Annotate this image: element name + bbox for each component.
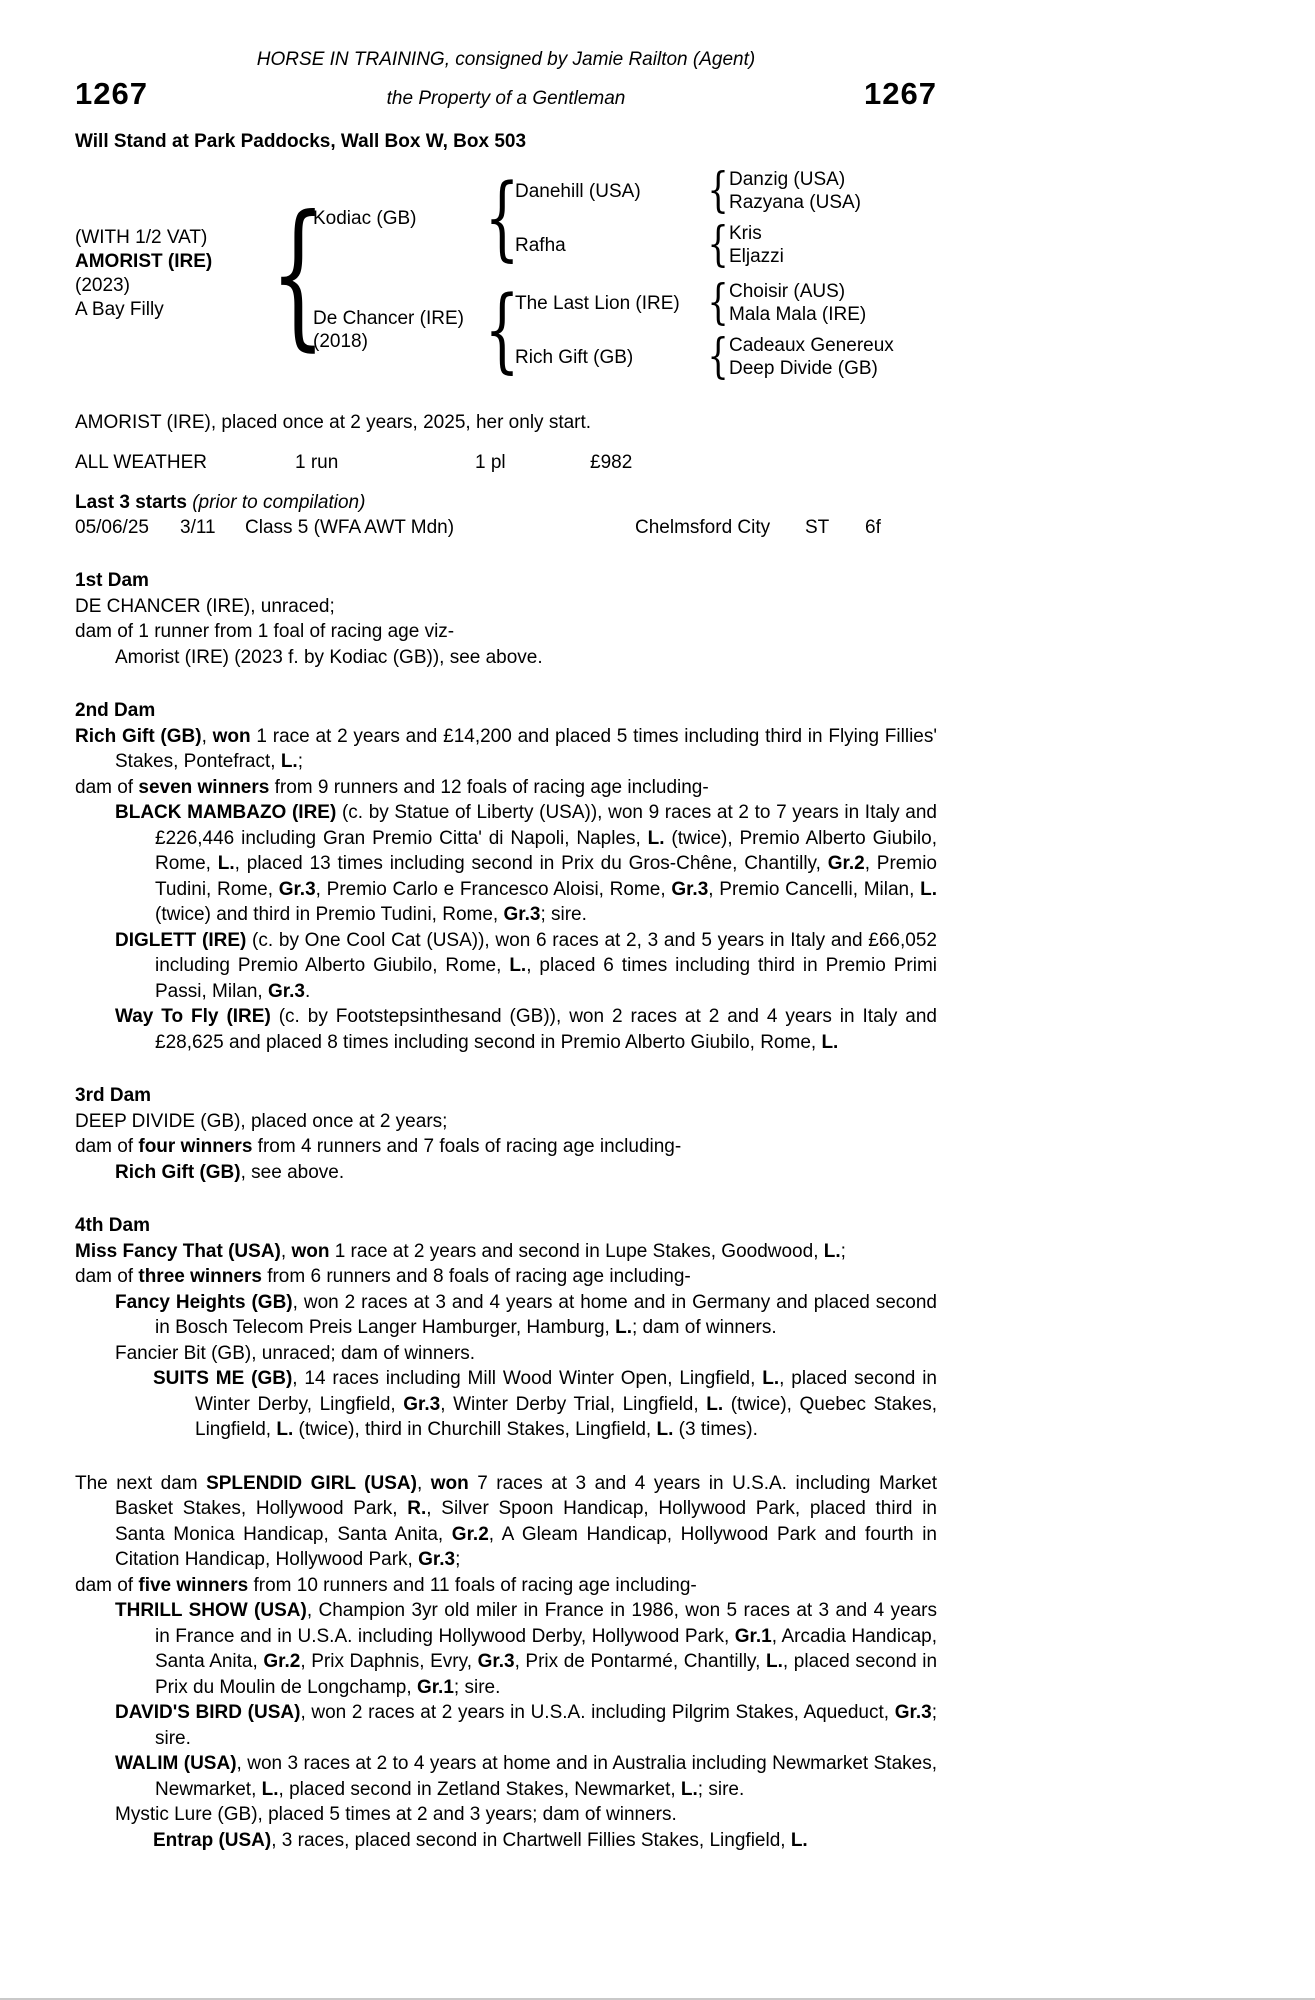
text-segment: Gr.3 bbox=[503, 904, 541, 925]
text-segment: L. bbox=[261, 1778, 279, 1800]
text-segment: Last 3 starts bbox=[75, 492, 187, 513]
text-segment: four winners bbox=[138, 1136, 253, 1157]
text-segment: dam of bbox=[75, 1136, 139, 1157]
ancestor-name: Mala Mala (IRE) bbox=[729, 304, 867, 325]
sire-dam-parents bbox=[729, 222, 937, 268]
pedigree-generations bbox=[313, 168, 937, 380]
text-segment: Gr.2 bbox=[263, 1651, 301, 1672]
text-segment: dam of bbox=[75, 1266, 139, 1287]
start-position: 3/11 bbox=[180, 517, 216, 538]
dam-sire-parents bbox=[729, 280, 937, 326]
property-line: the Property of a Gentleman bbox=[386, 88, 626, 109]
ancestor-name: Deep Divide (GB) bbox=[729, 358, 878, 379]
text-segment: (twice), third in Churchill Stakes, Lingfield, bbox=[293, 1419, 657, 1440]
text-segment: L. bbox=[509, 955, 527, 976]
text-segment: won bbox=[430, 1472, 469, 1494]
subject-year: (2023) bbox=[75, 275, 130, 296]
pedigree-brace-icon bbox=[710, 335, 725, 378]
text-segment: 1 race at 2 years and £14,200 and placed 5 times including third in Flying Fillies' Stakes, Pontefract, bbox=[115, 725, 937, 772]
dam-section bbox=[75, 698, 937, 1055]
stand-location-line: Will Stand at Park Paddocks, Wall Box W, Box 503 bbox=[75, 131, 527, 152]
text-segment: Fancier Bit (GB), unraced; dam of winners. bbox=[115, 1342, 476, 1364]
dam-grandparents bbox=[515, 280, 937, 380]
pedigree-paragraph bbox=[75, 1828, 937, 1854]
sire-name: Kodiac (GB) bbox=[313, 207, 417, 229]
text-segment: ; sire. bbox=[540, 904, 587, 925]
section-heading: 2nd Dam bbox=[75, 700, 156, 721]
text-segment: L. bbox=[920, 878, 937, 900]
pedigree-paragraph bbox=[75, 1134, 937, 1160]
text-segment: won bbox=[212, 725, 251, 747]
dam-year: (2018) bbox=[313, 331, 368, 352]
dam-dam-branch bbox=[515, 334, 937, 380]
sire-dam-branch bbox=[515, 222, 937, 268]
pedigree-brace-icon bbox=[494, 289, 510, 372]
start-race: Class 5 (WFA AWT Mdn) bbox=[245, 517, 455, 538]
text-segment: dam of 1 runner from 1 foal of racing age viz- bbox=[75, 621, 455, 642]
text-segment: Gr.3 bbox=[267, 980, 305, 1002]
subject-name: AMORIST (IRE) bbox=[75, 251, 213, 272]
pedigree-paragraph bbox=[75, 1573, 937, 1599]
text-segment: Gr.3 bbox=[418, 1549, 456, 1570]
pedigree-paragraph bbox=[75, 1471, 937, 1573]
text-segment: Gr.3 bbox=[894, 1702, 932, 1723]
pedigree-paragraph bbox=[75, 1751, 937, 1802]
text-segment: WALIM (USA) bbox=[115, 1753, 237, 1774]
sire-sire-name: Danehill (USA) bbox=[515, 180, 641, 202]
body-sections bbox=[75, 568, 937, 1853]
text-segment: Gr.3 bbox=[671, 878, 709, 900]
text-segment: , placed second in Prix du Moulin de Longchamp, bbox=[155, 1651, 938, 1698]
dam-section bbox=[75, 1083, 937, 1185]
text-segment: , Winter Derby Trial, Lingfield, bbox=[440, 1393, 707, 1415]
text-segment: Gr.1 bbox=[416, 1676, 454, 1698]
pedigree-paragraph bbox=[75, 594, 937, 620]
pedigree-paragraph bbox=[75, 1109, 937, 1135]
text-segment: , bbox=[201, 725, 213, 747]
text-segment: 1 race at 2 years and second in Lupe Stakes, Goodwood, bbox=[329, 1240, 824, 1262]
text-segment: dam of bbox=[75, 1574, 139, 1596]
ancestor-name: Eljazzi bbox=[729, 246, 784, 267]
text-segment: ; bbox=[455, 1549, 461, 1570]
text-segment: Miss Fancy That (USA) bbox=[75, 1240, 281, 1262]
pedigree-paragraph bbox=[75, 1004, 937, 1055]
pedigree-paragraph bbox=[75, 1160, 937, 1186]
pedigree-paragraph bbox=[75, 1239, 937, 1265]
text-segment: Entrap (USA) bbox=[153, 1829, 272, 1851]
text-segment: seven winners bbox=[138, 776, 270, 798]
last-starts-block bbox=[75, 490, 937, 540]
text-segment: , Premio Tudini, Rome, bbox=[155, 853, 937, 900]
pedigree-paragraph bbox=[75, 775, 937, 801]
text-segment: SPLENDID GIRL (USA) bbox=[206, 1472, 417, 1494]
text-segment: three winners bbox=[138, 1266, 262, 1287]
lot-row bbox=[75, 76, 937, 112]
text-segment: , won 3 races at 2 to 4 years at home and in Australia including Newmarket Stakes, Newmarket, bbox=[155, 1753, 937, 1800]
text-segment: L. bbox=[680, 1778, 698, 1800]
pedigree-paragraph bbox=[75, 1700, 937, 1751]
text-segment: DAVID'S BIRD (USA) bbox=[115, 1702, 301, 1723]
text-segment: from 4 runners and 7 foals of racing age including- bbox=[252, 1136, 682, 1157]
dam-dam-name: Rich Gift (GB) bbox=[515, 346, 634, 368]
pedigree-paragraph bbox=[75, 1802, 937, 1828]
pedigree-paragraph bbox=[75, 1341, 937, 1367]
text-segment: (twice) and third in Premio Tudini, Rome, bbox=[155, 904, 504, 925]
section-heading: 4th Dam bbox=[75, 1215, 150, 1236]
text-segment: ; bbox=[297, 751, 303, 772]
dam-sire-name: The Last Lion (IRE) bbox=[515, 292, 680, 314]
text-segment: ; dam of winners. bbox=[631, 1317, 777, 1338]
text-segment: BLACK MAMBAZO (IRE) bbox=[115, 802, 337, 823]
text-segment: , Prix Daphnis, Evry, bbox=[300, 1651, 478, 1672]
last-starts-label bbox=[75, 490, 937, 515]
text-segment: Rich Gift (GB) bbox=[75, 725, 202, 747]
text-segment: L. bbox=[706, 1393, 724, 1415]
text-segment: , placed 6 times including third in Premio Primi Passi, Milan, bbox=[155, 955, 937, 1002]
text-segment: L. bbox=[280, 751, 298, 772]
text-segment: L. bbox=[821, 1031, 839, 1053]
text-segment: Fancy Heights (GB) bbox=[115, 1291, 293, 1313]
sire-grandparents bbox=[515, 168, 937, 268]
start-distance: 6f bbox=[865, 517, 881, 538]
text-segment: won bbox=[291, 1240, 330, 1262]
text-segment: , Champion 3yr old miler in France in 1986, won 5 races at 3 and 4 years in France and in U.S.A. including Hollywood Derby, Hollywood Park, bbox=[155, 1600, 937, 1647]
text-segment: Gr.3 bbox=[477, 1651, 515, 1672]
sire-dam-name: Rafha bbox=[515, 234, 566, 256]
sire-branch bbox=[313, 168, 937, 268]
dam-branch bbox=[313, 280, 937, 380]
text-segment: Mystic Lure (GB), placed 5 times at 2 and 3 years; dam of winners. bbox=[115, 1804, 677, 1825]
text-segment: (prior to compilation) bbox=[186, 492, 366, 513]
pedigree-table bbox=[75, 168, 937, 380]
text-segment: (twice), Premio Alberto Giubilo, Rome, bbox=[155, 827, 937, 874]
text-segment: Way To Fly (IRE) bbox=[115, 1006, 271, 1027]
pedigree-brace-icon bbox=[710, 281, 725, 324]
text-segment: , placed 13 times including second in Prix du Gros-Chêne, Chantilly, bbox=[234, 853, 828, 874]
sire-sire-branch bbox=[515, 168, 937, 214]
text-segment: (c. by Statue of Liberty (USA)), won 9 races at 2 to 7 years in Italy and £226,446 including Gran Premio Citta' di Napoli, Naples, bbox=[155, 802, 937, 849]
ancestor-name: Razyana (USA) bbox=[729, 192, 861, 213]
text-segment: , Prix de Pontarmé, Chantilly, bbox=[514, 1651, 767, 1672]
pedigree-paragraph bbox=[75, 928, 937, 1005]
record-surface: ALL WEATHER bbox=[75, 452, 207, 473]
pedigree-brace-icon bbox=[494, 177, 510, 260]
text-segment: SUITS ME (GB) bbox=[153, 1368, 293, 1389]
text-segment: L. bbox=[615, 1317, 632, 1338]
text-segment: Rich Gift (GB) bbox=[115, 1161, 241, 1183]
text-segment: , A Gleam Handicap, Hollywood Park and fourth in Citation Handicap, Hollywood Park, bbox=[115, 1523, 937, 1570]
catalogue-page bbox=[75, 48, 937, 1853]
text-segment: DE CHANCER (IRE), unraced; bbox=[75, 595, 335, 617]
consignment-line: HORSE IN TRAINING, consigned by Jamie Railton (Agent) bbox=[256, 49, 756, 70]
sire-cell bbox=[313, 207, 489, 230]
record-runs: 1 run bbox=[295, 452, 339, 473]
pedigree-paragraph bbox=[75, 1366, 937, 1443]
vat-note: (WITH 1/2 VAT) bbox=[75, 227, 208, 248]
text-segment: (3 times). bbox=[673, 1419, 758, 1440]
text-segment: , Premio Cancelli, Milan, bbox=[708, 878, 921, 900]
text-segment: DEEP DIVIDE (GB), placed once at 2 years; bbox=[75, 1110, 448, 1132]
text-segment: from 9 runners and 12 foals of racing age including- bbox=[269, 776, 709, 798]
text-segment: L. bbox=[762, 1368, 780, 1389]
text-segment: 7 races at 3 and 4 years in U.S.A. including Market Basket Stakes, Hollywood Park, bbox=[115, 1472, 938, 1519]
dam-section bbox=[75, 1213, 937, 1443]
text-segment: (twice), Quebec Stakes, Lingfield, bbox=[195, 1393, 938, 1440]
text-segment: , won 2 races at 2 years in U.S.A. including Pilgrim Stakes, Aqueduct, bbox=[300, 1702, 895, 1723]
text-segment: . bbox=[304, 980, 311, 1002]
text-segment: Gr.3 bbox=[278, 878, 316, 900]
text-segment: dam of bbox=[75, 776, 139, 798]
text-segment: , Silver Spoon Handicap, Hollywood Park, placed third in Santa Monica Handicap, Santa Anita, bbox=[115, 1498, 937, 1545]
text-segment: THRILL SHOW (USA) bbox=[115, 1600, 307, 1621]
dam-section bbox=[75, 568, 937, 670]
dam-sire-branch bbox=[515, 280, 937, 326]
text-segment: , Premio Carlo e Francesco Aloisi, Rome, bbox=[315, 878, 672, 900]
text-segment: L. bbox=[647, 827, 665, 849]
section-heading: 1st Dam bbox=[75, 570, 149, 591]
pedigree-paragraph bbox=[75, 800, 937, 928]
text-segment: , won 2 races at 3 and 4 years at home and in Germany and placed second in Bosch Telecom Preis Langer Hamburger, Hamburg, bbox=[155, 1291, 937, 1338]
ancestor-name: Cadeaux Genereux bbox=[729, 335, 894, 356]
pedigree-brace-icon bbox=[290, 203, 307, 345]
lot-number-left: 1267 bbox=[75, 76, 148, 111]
race-record-row bbox=[75, 450, 937, 475]
text-segment: DIGLETT (IRE) bbox=[115, 929, 247, 951]
race-summary: AMORIST (IRE), placed once at 2 years, 2025, her only start. bbox=[75, 412, 592, 433]
record-placings: 1 pl bbox=[475, 452, 506, 473]
text-segment: (c. by One Cool Cat (USA)), won 6 races at 2, 3 and 5 years in Italy and £66,052 including Premio Alberto Giubilo, Rome, bbox=[155, 929, 937, 976]
text-segment: ; bbox=[840, 1240, 846, 1262]
text-segment: five winners bbox=[138, 1574, 249, 1596]
text-segment: L. bbox=[656, 1419, 674, 1440]
text-segment: The next dam bbox=[75, 1472, 207, 1494]
ancestor-name: Choisir (AUS) bbox=[729, 281, 846, 302]
sire-sire-parents bbox=[729, 168, 937, 214]
pedigree-paragraph bbox=[75, 645, 937, 671]
last-start-row bbox=[75, 515, 937, 540]
pedigree-brace-icon bbox=[710, 223, 725, 266]
text-segment: L. bbox=[823, 1240, 841, 1262]
pedigree-paragraph bbox=[75, 619, 937, 645]
pedigree-paragraph bbox=[75, 1264, 937, 1290]
dam-name: De Chancer (IRE) bbox=[313, 308, 464, 329]
subject-description: A Bay Filly bbox=[75, 299, 164, 320]
pedigree-paragraph bbox=[75, 724, 937, 775]
text-segment: ; sire. bbox=[155, 1702, 937, 1749]
pedigree-paragraph bbox=[75, 1598, 937, 1700]
text-segment: , bbox=[280, 1240, 292, 1262]
start-date: 05/06/25 bbox=[75, 517, 149, 538]
text-segment: , 3 races, placed second in Chartwell Fillies Stakes, Lingfield, bbox=[271, 1829, 791, 1851]
text-segment: , 14 races including Mill Wood Winter Open, Lingfield, bbox=[292, 1368, 763, 1389]
text-segment: ; sire. bbox=[697, 1778, 745, 1800]
pedigree-paragraph bbox=[75, 1290, 937, 1341]
ancestor-name: Kris bbox=[729, 223, 762, 244]
text-segment: , see above. bbox=[240, 1161, 345, 1183]
text-segment: Gr.1 bbox=[734, 1625, 772, 1647]
text-segment: Gr.3 bbox=[403, 1393, 441, 1415]
text-segment: , placed second in Zetland Stakes, Newmarket, bbox=[278, 1778, 681, 1800]
text-segment: from 6 runners and 8 foals of racing age including- bbox=[261, 1266, 691, 1287]
ancestor-name: Danzig (USA) bbox=[729, 169, 846, 190]
text-segment: (c. by Footstepsinthesand (GB)), won 2 races at 2 and 4 years in Italy and £28,625 and placed 8 times including second in Premio Alberto Giubilo, Rome, bbox=[155, 1006, 937, 1053]
text-segment: Gr.2 bbox=[451, 1523, 489, 1545]
dam-cell bbox=[313, 307, 489, 353]
pedigree-brace-icon bbox=[710, 169, 725, 212]
lot-number-right: 1267 bbox=[864, 76, 937, 111]
text-segment: L. bbox=[766, 1651, 783, 1672]
subject-horse-block bbox=[75, 226, 283, 322]
text-segment: , bbox=[416, 1472, 431, 1494]
record-earnings: £982 bbox=[590, 452, 633, 473]
text-segment: R. bbox=[407, 1498, 427, 1519]
text-segment: L. bbox=[217, 853, 235, 874]
start-course: Chelmsford City bbox=[635, 517, 771, 538]
text-segment: L. bbox=[790, 1829, 808, 1851]
text-segment: from 10 runners and 11 foals of racing age including- bbox=[248, 1574, 697, 1596]
section-heading: 3rd Dam bbox=[75, 1085, 152, 1106]
text-segment: Amorist (IRE) (2023 f. by Kodiac (GB)), see above. bbox=[115, 646, 543, 668]
text-segment: , placed second in Winter Derby, Lingfield, bbox=[195, 1368, 937, 1415]
dam-section bbox=[75, 1471, 937, 1854]
text-segment: ; sire. bbox=[453, 1676, 501, 1698]
start-going: ST bbox=[805, 517, 830, 538]
text-segment: Gr.2 bbox=[827, 853, 865, 874]
dam-dam-parents bbox=[729, 334, 937, 380]
text-segment: , Arcadia Handicap, Santa Anita, bbox=[155, 1625, 937, 1672]
text-segment: L. bbox=[276, 1419, 294, 1440]
